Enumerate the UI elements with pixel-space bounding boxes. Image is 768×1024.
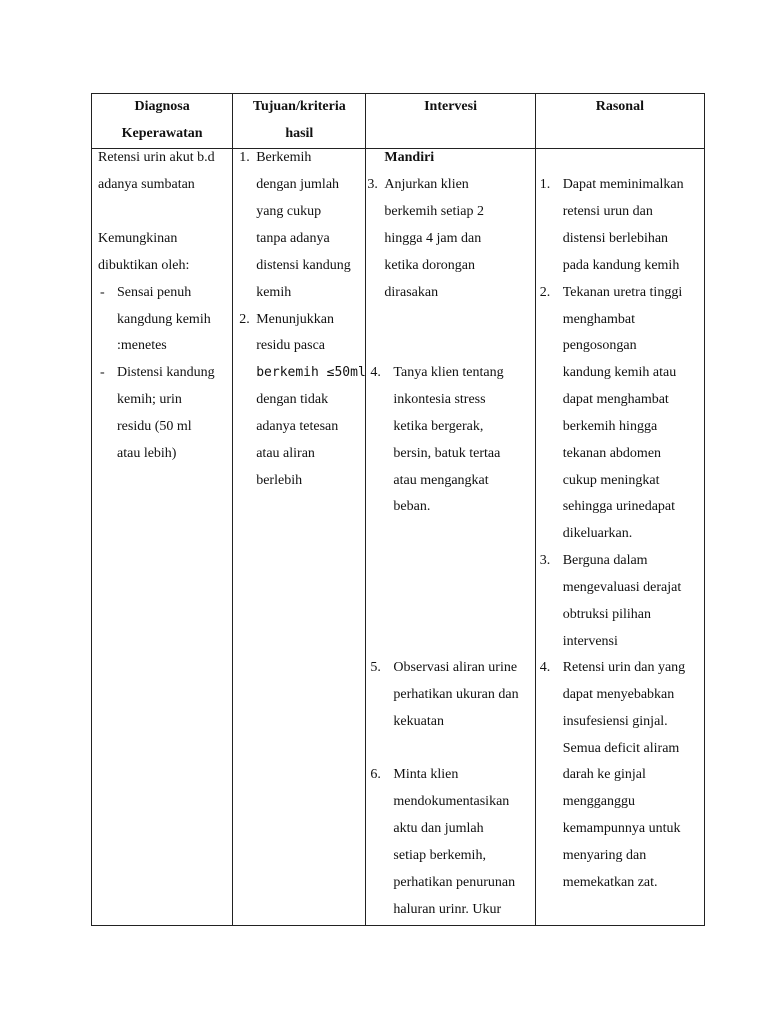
diagnosa-bullet-line: Sensai penuh (117, 284, 192, 300)
rasional-line: dapat menyebabkan (562, 686, 675, 702)
rasional-line: Dapat meminimalkan (562, 176, 684, 192)
rasional-cell (535, 148, 704, 925)
list-number: 1. (539, 176, 551, 192)
rasional-line: pada kandung kemih (562, 257, 680, 273)
rasional-line: insufesiensi ginjal. (562, 713, 668, 729)
header-intervensi-line1: Intervesi (424, 99, 477, 114)
bullet-dash: - (100, 284, 105, 300)
intervensi-line: atau mengangkat (393, 472, 489, 488)
intervensi-cell (366, 148, 535, 925)
intervensi-line: perhatikan ukuran dan (393, 686, 519, 702)
intervensi-line: Anjurkan klien (384, 176, 469, 192)
list-number: 4. (370, 364, 381, 380)
rasional-line: Tekanan uretra tinggi (562, 284, 683, 300)
intervensi-line: haluran urinr. Ukur (393, 901, 502, 917)
tujuan-line: atau aliran (256, 445, 315, 461)
tujuan-line: berkemih ≤50ml (256, 364, 366, 380)
diagnosa-line: Kemungkinan (98, 230, 178, 246)
diagnosa-bullet-line: residu (50 ml (117, 418, 192, 434)
header-intervensi (366, 94, 535, 149)
header-tujuan-line1: Tujuan/kriteria (252, 99, 346, 114)
intervensi-line: inkontesia stress (393, 391, 486, 407)
list-number: 2. (239, 311, 250, 327)
tujuan-line: Berkemih (256, 149, 312, 165)
nursing-care-plan-table (91, 93, 705, 926)
diagnosa-bullet-line: kemih; urin (117, 391, 182, 407)
tujuan-line: distensi kandung (256, 257, 351, 273)
rasional-line: menyaring dan (562, 847, 647, 863)
rasional-line: tekanan abdomen (562, 445, 662, 461)
rasional-line: darah ke ginjal (562, 766, 646, 782)
list-number: 6. (370, 766, 381, 782)
rasional-line: sehingga urinedapat (562, 498, 676, 514)
bullet-dash: - (100, 364, 105, 380)
rasional-line: cukup meningkat (562, 472, 660, 488)
tujuan-line: adanya tetesan (256, 418, 339, 434)
header-diagnosa (92, 94, 233, 149)
diagnosa-line: dibuktikan oleh: (98, 257, 190, 273)
intervensi-line: ketika bergerak, (393, 418, 484, 434)
header-diagnosa-line2: Keperawatan (121, 125, 203, 141)
tujuan-line: tanpa adanya (256, 230, 330, 246)
header-diagnosa-line1: Diagnosa (134, 99, 190, 114)
list-number: 2. (539, 284, 551, 300)
list-number: 4. (539, 659, 551, 675)
rasional-line: kemampunnya untuk (562, 820, 681, 836)
rasional-line: dikeluarkan. (562, 525, 633, 541)
intervensi-line: dirasakan (384, 284, 439, 300)
header-row (92, 94, 705, 149)
intervensi-heading: Mandiri (384, 149, 435, 165)
rasional-line: pengosongan (562, 337, 637, 353)
tujuan-line: dengan jumlah (256, 176, 340, 192)
list-number: 3. (539, 552, 551, 568)
diagnosa-bullet-line: atau lebih) (117, 445, 177, 461)
intervensi-line: Tanya klien tentang (393, 364, 504, 380)
rasional-line: distensi berlebihan (562, 230, 669, 246)
rasional-line: mengganggu (562, 793, 636, 809)
rasional-line: Retensi urin dan yang (562, 659, 686, 675)
rasional-line: intervensi (562, 633, 618, 649)
rasional-line: berkemih hingga (562, 418, 658, 434)
header-rasional (535, 94, 704, 149)
diagnosa-bullet-line: :menetes (117, 337, 167, 353)
intervensi-line: aktu dan jumlah (393, 820, 484, 836)
diagnosa-line: Retensi urin akut b.d (98, 149, 215, 165)
rasional-line: dapat menghambat (562, 391, 669, 407)
intervensi-line: ketika dorongan (384, 257, 476, 273)
tujuan-line: kemih (256, 284, 292, 300)
rasional-line: Semua deficit aliram (562, 740, 680, 756)
intervensi-line: Observasi aliran urine (393, 659, 518, 675)
intervensi-line: bersin, batuk tertaa (393, 445, 501, 461)
intervensi-line: kekuatan (393, 713, 444, 729)
intervensi-line: hingga 4 jam dan (384, 230, 482, 246)
rasional-line: obtruksi pilihan (562, 606, 651, 622)
rasional-line: retensi urun dan (562, 203, 653, 219)
tujuan-cell (233, 148, 366, 925)
tujuan-line: yang cukup (256, 203, 322, 219)
list-number: 3. (367, 176, 378, 192)
rasional-line: menghambat (562, 311, 635, 327)
intervensi-line: setiap berkemih, (393, 847, 486, 863)
intervensi-line: Minta klien (393, 766, 459, 782)
header-rasional-line1: Rasonal (595, 99, 644, 114)
intervensi-line: berkemih setiap 2 (384, 203, 484, 219)
header-tujuan (233, 94, 366, 149)
tujuan-line: Menunjukkan (256, 311, 334, 327)
rasional-line: kandung kemih atau (562, 364, 677, 380)
intervensi-line: mendokumentasikan (393, 793, 510, 809)
diagnosa-bullet-line: Distensi kandung (117, 364, 215, 380)
rasional-line: mengevaluasi derajat (562, 579, 682, 595)
rasional-line: Berguna dalam (562, 552, 648, 568)
diagnosa-bullet-line: kangdung kemih (117, 311, 211, 327)
tujuan-line: residu pasca (256, 337, 326, 353)
header-tujuan-line2: hasil (285, 125, 314, 141)
intervensi-line: perhatikan penurunan (393, 874, 516, 890)
tujuan-line: berlebih (256, 472, 303, 488)
list-number: 1. (239, 149, 250, 165)
content-row (92, 148, 705, 925)
diagnosa-line: adanya sumbatan (98, 176, 195, 192)
rasional-line: memekatkan zat. (562, 874, 658, 890)
list-number: 5. (370, 659, 381, 675)
intervensi-line: beban. (393, 498, 431, 514)
tujuan-line: dengan tidak (256, 391, 329, 407)
diagnosa-cell (92, 148, 233, 925)
